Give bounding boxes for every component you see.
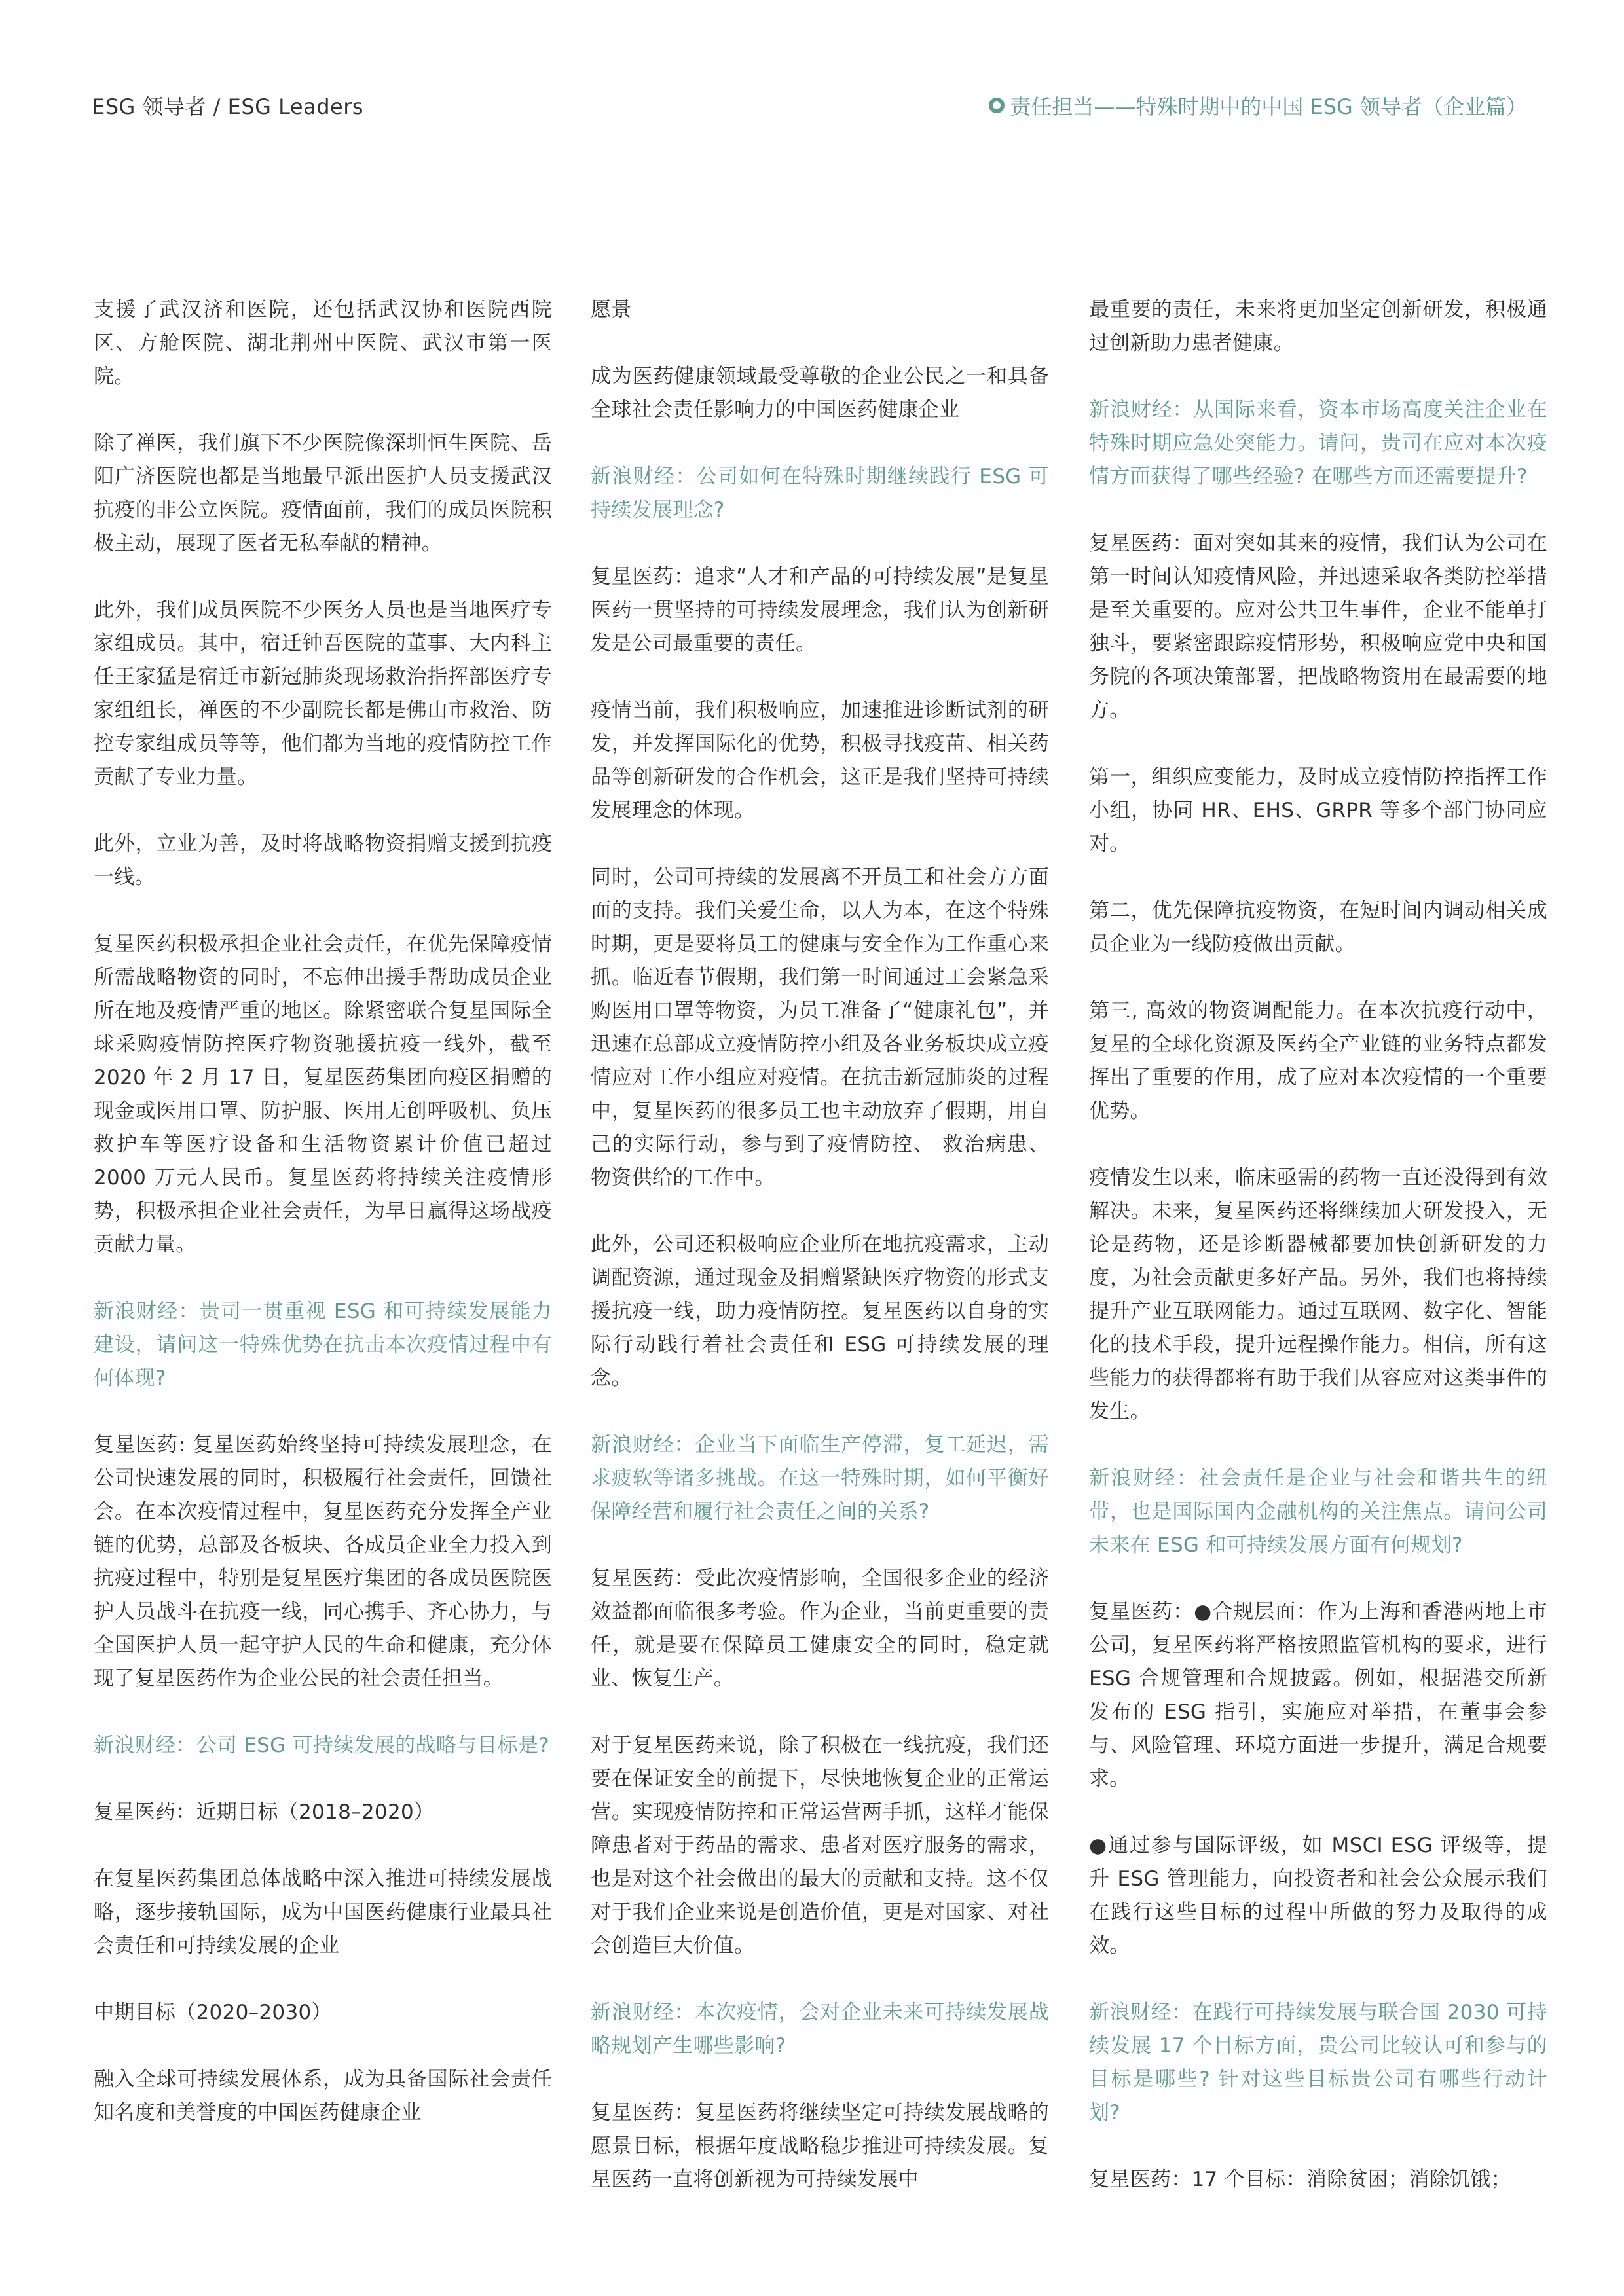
body-paragraph: 复星医药：受此次疫情影响，全国很多企业的经济效益都面临很多考验。作为企业，当前更重要的责任，就是要在保障员工健康安全的同时，稳定就业、恢复生产。 (591, 1567, 1049, 1690)
body-paragraph: 复星医药：面对突如其来的疫情，我们认为公司在第一时间认知疫情风险，并迅速采取各类防控举措是至关重要的。应对公共卫生事件，企业不能单打独斗，要紧密跟踪疫情形势，积极响应党中央和国务院的各项决策部署，把战略物资用在最需要的地方。 (1089, 532, 1547, 722)
text-column-1 (94, 293, 552, 2163)
body-paragraph: 第一，组织应变能力，及时成立疫情防控指挥工作小组，协同 HR、EHS、GRPR 等多个部门协同应对。 (1089, 765, 1547, 856)
body-paragraph: 在复星医药集团总体战略中深入推进可持续发展战略，逐步接轨国际，成为中国医药健康行业最具社会责任和可持续发展的企业 (94, 1867, 552, 1958)
body-paragraph: 融入全球可持续发展体系，成为具备国际社会责任知名度和美誉度的中国医药健康企业 (94, 2068, 552, 2124)
interview-question: 新浪财经：公司如何在特殊时期继续践行 ESG 可持续发展理念? (591, 465, 1049, 522)
body-paragraph: 此外，公司还积极响应企业所在地抗疫需求，主动调配资源，通过现金及捐赠紧缺医疗物资的形式支援抗疫一线，助力疫情防控。复星医药以自身的实际行动践行着社会责任和 ESG 可持续发展的理念。 (591, 1233, 1049, 1390)
circle-bullet-icon (989, 98, 1005, 113)
text-column-2 (591, 293, 1049, 2230)
interview-question: 新浪财经：社会责任是企业与社会和谐共生的纽带，也是国际国内金融机构的关注焦点。请问公司未来在 ESG 和可持续发展方面有何规划? (1089, 1467, 1547, 1557)
body-paragraph: 中期目标（2020–2030） (94, 2001, 332, 2024)
interview-question: 新浪财经：在践行可持续发展与联合国 2030 可持续发展 17 个目标方面，贵公司比较认可和参与的目标是哪些? 针对这些目标贵公司有哪些行动计划? (1089, 2001, 1547, 2124)
interview-question: 新浪财经：贵司一贯重视 ESG 和可持续发展能力建设，请问这一特殊优势在抗击本次疫情过程中有何体现? (94, 1300, 552, 1390)
body-paragraph: 复星医药积极承担企业社会责任，在优先保障疫情所需战略物资的同时，不忘伸出援手帮助成员企业所在地及疫情严重的地区。除紧密联合复星国际全球采购疫情防控医疗物资驰援抗疫一线外，截至 2020 年 2 月 17 日，复星医药集团向疫区捐赠的现金或医用口罩、防护服、医用无创呼吸机、负压救护车等医疗设备和生活物资累计价值已超过 2000 万元人民币。复星医药将持续关注疫情形势，积极承担企业社会责任，为早日赢得这场战疫贡献力量。 (94, 932, 552, 1256)
interview-question: 新浪财经：企业当下面临生产停滞，复工延迟，需求疲软等诸多挑战。在这一特殊时期，如何平衡好保障经营和履行社会责任之间的关系? (591, 1433, 1049, 1523)
interview-question: 新浪财经：本次疫情，会对企业未来可持续发展战略规划产生哪些影响? (591, 2001, 1049, 2058)
body-paragraph: 疫情当前，我们积极响应，加速推进诊断试剂的研发，并发挥国际化的优势，积极寻找疫苗、相关药品等创新研发的合作机会，这正是我们坚持可持续发展理念的体现。 (591, 699, 1049, 822)
body-paragraph: 复星医药：近期目标（2018–2020） (94, 1800, 435, 1824)
interview-question: 新浪财经：公司 ESG 可持续发展的战略与目标是? (94, 1734, 549, 1757)
body-paragraph: 同时，公司可持续的发展离不开员工和社会方方面面的支持。我们关爱生命，以人为本，在这个特殊时期，更是要将员工的健康与安全作为工作重心来抓。临近春节假期，我们第一时间通过工会紧急采购医用口罩等物资，为员工准备了“健康礼包”，并迅速在总部成立疫情防控小组及各业务板块成立疫情应对工作小组应对疫情。在抗击新冠肺炎的过程中，复星医药的很多员工也主动放弃了假期，用自己的实际行动，参与到了疫情防控、 救治病患、 物资供给的工作中。 (591, 866, 1049, 1190)
running-header-left: ESG 领导者 / ESG Leaders (92, 94, 364, 119)
body-paragraph: 支援了武汉济和医院，还包括武汉协和医院西院区、方舱医院、湖北荆州中医院、武汉市第一医院。 (94, 298, 552, 388)
body-paragraph: 复星医药：17 个目标：消除贫困；消除饥饿； (1089, 2168, 1511, 2191)
running-header-right (989, 90, 1527, 120)
body-paragraph: 复星医药：追求“人才和产品的可持续发展”是复星医药一贯坚持的可持续发展理念，我们认为创新研发是公司最重要的责任。 (591, 565, 1049, 655)
running-header-title: 责任担当——特殊时期中的中国 ESG 领导者（企业篇） (1010, 94, 1527, 119)
body-paragraph: 第二，优先保障抗疫物资，在短时间内调动相关成员企业为一线防疫做出贡献。 (1089, 899, 1547, 956)
body-paragraph: ●通过参与国际评级，如 MSCI ESG 评级等，提升 ESG 管理能力，向投资者和社会公众展示我们在践行这些目标的过程中所做的努力及取得的成效。 (1089, 1834, 1547, 1958)
body-paragraph: 复星医药：●合规层面：作为上海和香港两地上市公司，复星医药将严格按照监管机构的要求，进行 ESG 合规管理和合规披露。例如，根据港交所新发布的 ESG 指引，实施应对举措，在董事会参与、风险管理、环境方面进一步提升，满足合规要求。 (1089, 1600, 1547, 1791)
body-paragraph: 最重要的责任，未来将更加坚定创新研发，积极通过创新助力患者健康。 (1089, 298, 1547, 355)
body-paragraph: 成为医药健康领域最受尊敬的企业公民之一和具备全球社会责任影响力的中国医药健康企业 (591, 365, 1049, 422)
body-paragraph: 愿景 (591, 298, 632, 321)
body-paragraph: 此外，我们成员医院不少医务人员也是当地医疗专家组成员。其中，宿迁钟吾医院的董事、大内科主任王家猛是宿迁市新冠肺炎现场救治指挥部医疗专家组组长，禅医的不少副院长都是佛山市救治、防控专家组成员等等，他们都为当地的疫情防控工作贡献了专业力量。 (94, 598, 552, 789)
body-paragraph: 第三, 高效的物资调配能力。在本次抗疫行动中，复星的全球化资源及医药全产业链的业务特点都发挥出了重要的作用，成了应对本次疫情的一个重要优势。 (1089, 999, 1547, 1123)
interview-question: 新浪财经：从国际来看，资本市场高度关注企业在特殊时期应急处突能力。请问，贵司在应对本次疫情方面获得了哪些经验? 在哪些方面还需要提升? (1089, 398, 1547, 488)
body-paragraph: 复星医药: 复星医药始终坚持可持续发展理念，在公司快速发展的同时，积极履行社会责任，回馈社会。在本次疫情过程中，复星医药充分发挥全产业链的优势，总部及各板块、各成员企业全力投入到抗疫过程中，特别是复星医疗集团的各成员医院医护人员战斗在抗疫一线，同心携手、齐心协力，与全国医护人员一起守护人民的生命和健康，充分体现了复星医药作为企业公民的社会责任担当。 (94, 1433, 552, 1690)
body-paragraph: 对于复星医药来说，除了积极在一线抗疫，我们还要在保证安全的前提下，尽快地恢复企业的正常运营。实现疫情防控和正常运营两手抓，这样才能保障患者对于药品的需求、患者对医疗服务的需求，也是对这个社会做出的最大的贡献和支持。这不仅对于我们企业来说是创造价值，更是对国家、对社会创造巨大价值。 (591, 1734, 1049, 1958)
body-paragraph: 除了禅医，我们旗下不少医院像深圳恒生医院、岳阳广济医院也都是当地最早派出医护人员支援武汉抗疫的非公立医院。疫情面前，我们的成员医院积极主动，展现了医者无私奉献的精神。 (94, 431, 552, 555)
text-column-3 (1089, 293, 1547, 2230)
body-paragraph: 疫情发生以来，临床亟需的药物一直还没得到有效解决。未来，复星医药还将继续加大研发投入，无论是药物，还是诊断器械都要加快创新研发的力度，为社会贡献更多好产品。另外，我们也将持续提升产业互联网能力。通过互联网、数字化、智能化的技术手段，提升远程操作能力。相信，所有这些能力的获得都将有助于我们从容应对这类事件的发生。 (1089, 1166, 1547, 1423)
body-paragraph: 此外，立业为善，及时将战略物资捐赠支援到抗疫一线。 (94, 832, 552, 889)
body-paragraph: 复星医药：复星医药将继续坚定可持续发展战略的愿景目标，根据年度战略稳步推进可持续发展。复星医药一直将创新视为可持续发展中 (591, 2101, 1049, 2191)
